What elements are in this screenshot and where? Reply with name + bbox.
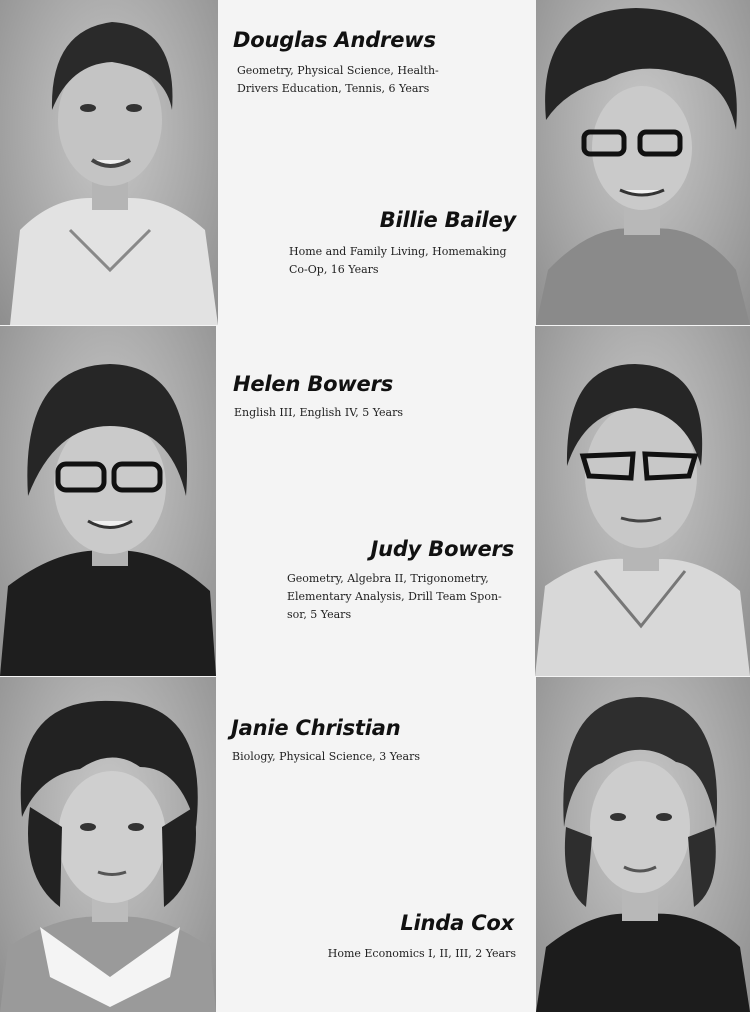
portrait-billie-bailey	[536, 0, 750, 325]
teacher-name-linda-cox: Linda Cox	[400, 911, 514, 935]
teacher-details-billie-bailey	[289, 243, 524, 279]
teacher-name-judy-bowers: Judy Bowers	[370, 537, 514, 561]
detail-line: sor, 5 Years	[287, 608, 352, 621]
detail-line: Elementary Analysis, Drill Team Spon-	[287, 590, 502, 603]
detail-line: Home and Family Living, Homemaking	[289, 245, 507, 258]
portrait-drawing	[0, 0, 218, 325]
detail-line: Co-Op, 16 Years	[289, 263, 379, 276]
teacher-name-janie-christian: Janie Christian	[231, 716, 401, 740]
portrait-douglas-andrews	[0, 0, 218, 325]
teacher-details-janie-christian	[232, 748, 467, 766]
portrait-judy-bowers	[535, 326, 750, 676]
teacher-name-douglas-andrews: Douglas Andrews	[233, 28, 436, 52]
portrait-drawing	[536, 677, 750, 1012]
portrait-drawing	[0, 677, 216, 1012]
portrait-janie-christian	[0, 677, 216, 1012]
detail-line: Geometry, Algebra II, Trigonometry,	[287, 572, 489, 585]
detail-line: Geometry, Physical Science, Health-	[237, 64, 439, 77]
teacher-details-linda-cox	[280, 945, 516, 963]
teacher-details-helen-bowers	[234, 404, 469, 422]
teacher-name-helen-bowers: Helen Bowers	[233, 372, 394, 396]
detail-line: Home Economics I, II, III, 2 Years	[327, 947, 516, 960]
portrait-helen-bowers	[0, 326, 216, 676]
portrait-drawing	[536, 0, 750, 325]
teacher-details-judy-bowers	[287, 570, 522, 624]
detail-line: Drivers Education, Tennis, 6 Years	[237, 82, 430, 95]
portrait-drawing	[0, 326, 216, 676]
portrait-drawing	[535, 326, 750, 676]
detail-line: Biology, Physical Science, 3 Years	[232, 750, 420, 763]
teacher-name-billie-bailey: Billie Bailey	[379, 208, 516, 232]
teacher-details-douglas-andrews	[237, 62, 472, 98]
portrait-linda-cox	[536, 677, 750, 1012]
detail-line: English III, English IV, 5 Years	[234, 406, 403, 419]
